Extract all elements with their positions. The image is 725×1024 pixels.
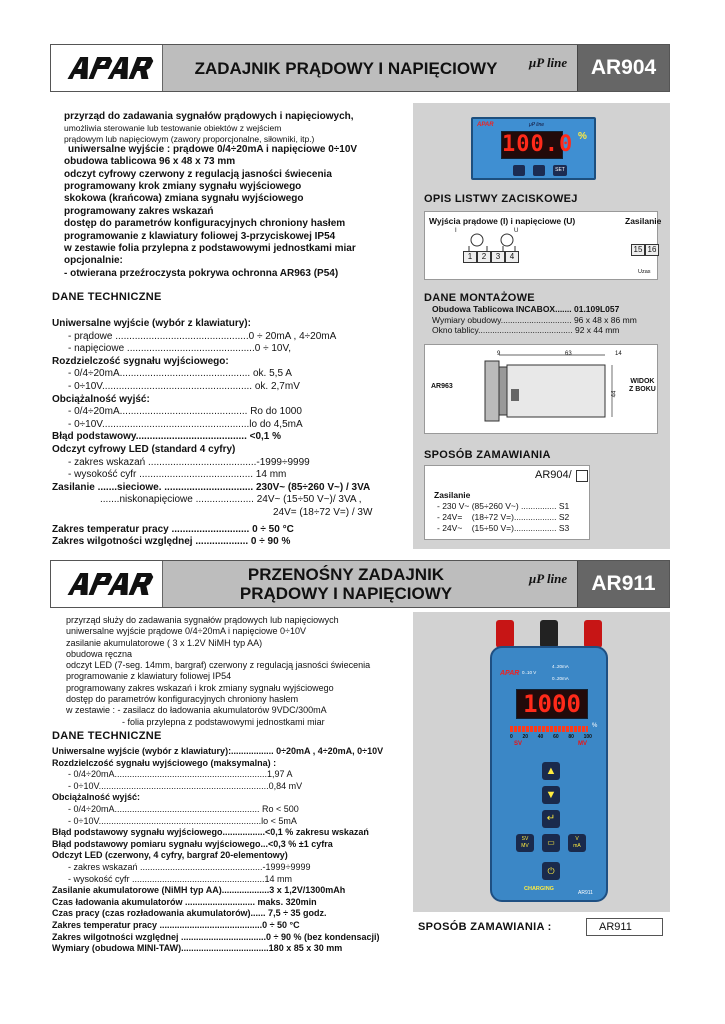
- ar904-intro-lead: przyrząd do zadawania sygnałów prądowych i napięciowych,: [64, 111, 354, 122]
- feature-item: opcjonalnie:: [64, 255, 123, 267]
- order-option: - 230 V~ (85÷260 V~) ............... S1: [437, 501, 570, 511]
- ar911-display: 1000: [516, 689, 588, 719]
- tech-row: - 0/4÷20mA............................................... ok. 5,5 A: [68, 368, 292, 380]
- terminal-number: 4: [505, 251, 519, 263]
- apar-logo: [51, 45, 163, 91]
- tech-row: Wymiary (obudowa MINI-TAW)...................................180 x 85 x 30 mm: [52, 943, 343, 954]
- tech-row: - 0÷10V...................................................... ok. 2,7mV: [68, 380, 300, 392]
- terminal-number: 1: [463, 251, 477, 263]
- led-indicator-label: 4..20mA: [552, 664, 569, 669]
- tech-row: Zakres temperatur pracy .........................................0 ÷ 50 °C: [52, 919, 300, 930]
- ar904-order-heading: SPOSÓB ZAMAWIANIA: [424, 449, 551, 461]
- ar911-device-body: [490, 646, 608, 902]
- ar904-order-options: [437, 501, 569, 533]
- feature-item: w zestawie folia przylepna z podstawowymi jednostkami miar: [64, 243, 356, 255]
- terminals-heading: OPIS LISTWY ZACISKOWEJ: [424, 193, 578, 205]
- bargraph-tick: 40: [537, 734, 544, 740]
- black-test-lead-icon: [540, 620, 558, 648]
- terminal-strip: [463, 251, 519, 263]
- ar911-title-line-2: PRĄDOWY I NAPIĘCIOWY: [239, 584, 453, 603]
- tech-row: Zasilanie akumulatorowe (NiMH typ AA)...................3 x 1,2V/1300mAh: [52, 885, 346, 896]
- sv-indicator-label: SV: [514, 741, 523, 747]
- tech-row: - wysokość cyfr .....................................................14 mm: [68, 873, 293, 884]
- order-power-label: Zasilanie: [434, 490, 471, 500]
- intro-line: obudowa ręczna: [66, 648, 133, 659]
- intro-line: odczyt LED (7-seg. 14mm, bargraf) czerwony z regulacją jasności świecenia: [66, 660, 371, 671]
- feature-item: programowanie z klawiatury foliowej 3-przyciskowej IP54: [64, 230, 336, 242]
- intro-line: programowanie z klawiatury foliowej IP54: [66, 671, 232, 682]
- power-terminal-number: 16: [645, 244, 659, 256]
- tech-row: Błąd podstawowy pomiaru sygnału wyjściowego...<0,3 % ±1 cyfra: [52, 838, 333, 849]
- mount-dimensions: [425, 345, 659, 435]
- ar911-title: [166, 561, 526, 607]
- tech-row: - wysokość cyfr ......................................... 14 mm: [68, 469, 287, 481]
- ar911-intro: [66, 615, 406, 728]
- intro-line: zasilanie akumulatorowe ( 3 x 1.2V NiMH typ AA): [66, 637, 263, 648]
- ar904-header: [50, 44, 670, 92]
- device-model-label: AR911: [578, 890, 593, 896]
- tech-row: - zakres wskazań .......................................-1999÷9999: [68, 456, 310, 468]
- tech-row: 24V= (18÷72 V=) / 3W: [273, 506, 373, 518]
- tech-row: Rozdzielczość sygnału wyjściowego (maksymalna) :: [52, 757, 277, 768]
- side-view-label: WIDOK Z BOKU: [629, 378, 656, 393]
- up-line-label: μP line: [529, 571, 568, 586]
- ar904-tech-heading: DANE TECHNICZNE: [52, 291, 162, 303]
- device-line-label: μP line: [529, 122, 545, 128]
- bargraph-tick: 0: [510, 734, 513, 740]
- device-percent-label: %: [578, 131, 587, 142]
- ar904-title: ZADAJNIK PRĄDOWY I NAPIĘCIOWY: [194, 58, 498, 78]
- intro-line: dostęp do parametrów konfiguracyjnych chroniony hasłem: [66, 694, 299, 705]
- up-button[interactable]: ▲: [542, 762, 560, 780]
- tech-row: Błąd podstawowy........................................ <0,1 %: [52, 431, 282, 443]
- ar904-device-image: [471, 117, 596, 180]
- ar904-feature-list: [64, 144, 404, 280]
- tech-row: - prądowe ................................................0 ÷ 20mA , 4÷20mA: [68, 330, 337, 342]
- feature-item: odczyt cyfrowy czerwony z regulacją jasności świecenia: [64, 168, 332, 180]
- ar904-intro-line: prądowym lub napięciowym (zawory proporcjonalne, siłowniki, itp.): [64, 133, 315, 144]
- mount-drawing: [424, 344, 658, 434]
- down-button[interactable]: [513, 165, 525, 176]
- red-test-lead-icon: [496, 620, 514, 648]
- tech-row: Zakres temperatur pracy ............................ 0 ÷ 50 °C: [52, 523, 294, 535]
- intro-line: - folia przylepna z podstawowymi jednostkami miar: [122, 716, 325, 727]
- bargraph-tick: 60: [553, 734, 559, 740]
- apar-logo: [51, 561, 163, 607]
- terminals-power-label: Zasilanie: [625, 216, 662, 226]
- ar904-order-code: AR904/: [535, 469, 572, 481]
- ar904-code: AR904: [577, 45, 669, 91]
- ar911-tech-list: [52, 746, 412, 955]
- set-button[interactable]: SET: [553, 165, 567, 176]
- ar904-tech-list: [52, 318, 412, 549]
- terminals-outputs-label: Wyjścia prądowe (I) i napięciowe (U): [429, 216, 576, 226]
- mount-data-list: [432, 304, 672, 336]
- enter-button[interactable]: ↵: [542, 810, 560, 828]
- tech-row: - 0/4÷20mA.............................................................1,97 A: [68, 769, 293, 780]
- feature-item: - otwierana przeźroczysta pokrywa ochronna AR963 (P54): [64, 267, 339, 279]
- power-terminal-strip: [631, 244, 659, 256]
- led-indicator-label: 0..20mA: [552, 676, 569, 681]
- terminal-number: 3: [491, 251, 505, 263]
- bargraph-tick: 100: [583, 734, 592, 740]
- ar904-intro: [64, 111, 404, 280]
- tech-row: Odczyt cyfrowy LED (standard 4 cyfry): [52, 443, 236, 455]
- device-brand-label: APAR: [500, 670, 520, 677]
- tech-row: Obciążalność wyjść:: [52, 792, 141, 803]
- up-button[interactable]: [533, 165, 545, 176]
- mount-cover-label: AR963: [431, 383, 453, 390]
- order-option: - 24V= (18÷72 V=).................. S2: [437, 511, 570, 522]
- terminal-number: 2: [477, 251, 491, 263]
- up-line-label: μP line: [529, 55, 568, 70]
- bargraph: [510, 726, 588, 732]
- terminal-u-label: U: [514, 228, 519, 234]
- apar-logo-graphic: [59, 569, 155, 599]
- tech-row: - 0÷10V.....................................................lo do 4,5mA: [68, 418, 303, 430]
- tech-row: - 0/4÷20mA.......................................................... Ro < 500: [68, 803, 299, 814]
- feature-item: dostęp do parametrów konfiguracyjnych chroniony hasłem: [64, 218, 346, 230]
- feature-item: programowany krok zmiany sygnału wyjściowego: [64, 181, 302, 193]
- bargraph-scale: [510, 734, 592, 740]
- power-button[interactable]: ⏻: [542, 862, 560, 880]
- ar911-device-image: [488, 612, 610, 902]
- apar-logo-graphic: [59, 53, 155, 83]
- feature-item: obudowa tablicowa 96 x 48 x 73 mm: [64, 156, 236, 168]
- ar911-order-code: AR911: [586, 918, 663, 936]
- intro-line: w zestawie : - zasilacz do ładowania akumulatorów 9VDC/300mA: [66, 705, 327, 716]
- terminal-i-label: I: [455, 228, 457, 234]
- terminals-diagram: [424, 211, 662, 280]
- tech-row: Uniwersalne wyjście (wybór z klawiatury):: [52, 318, 251, 329]
- ar904-order-box: [424, 465, 590, 540]
- ar911-tech-heading: DANE TECHNICZNE: [52, 730, 162, 742]
- ar904-display: 100.0: [502, 132, 574, 157]
- bargraph-tick: 20: [522, 734, 529, 740]
- tech-row: Uniwersalne wyjście (wybór z klawiatury):................. 0÷20mA , 4÷20mA, 0÷10V: [52, 746, 384, 756]
- tech-row: Zakres wilgotności względnej ..................................0 ÷ 90 % (bez kondensacji): [52, 931, 380, 942]
- feature-item: skokowa (krańcowa) zmiana sygnału wyjściowego: [64, 193, 304, 205]
- intro-line: programowany zakres wskazań i krok zmiany sygnału wyjściowego: [66, 682, 334, 693]
- dimension-label: 63: [565, 351, 572, 357]
- sv-mv-button[interactable]: SV MV: [516, 834, 534, 852]
- bargraph-tick: 80: [568, 734, 574, 740]
- mount-row: Okno tablicy........................................ 92 x 44 mm: [432, 325, 620, 335]
- charging-label: CHARGING: [524, 886, 554, 892]
- led-indicator-label: 0..10 V: [522, 670, 537, 675]
- feature-item: programowany zakres wskazań: [64, 205, 214, 217]
- tech-row: Czas pracy (czas rozładowania akumulatorów)...... 7,5 ÷ 35 godz.: [52, 908, 327, 919]
- ar911-title-line-1: PRZENOŚNY ZADAJNIK: [247, 565, 445, 584]
- mv-indicator-label: MV: [578, 741, 587, 747]
- tech-row: Czas ładowania akumulatorów ............................ maks. 320min: [52, 896, 317, 907]
- tech-row: Odczyt LED (czerwony, 4 cyfry, bargraf 20-elementowy): [52, 850, 288, 861]
- tech-row: .......niskonapięciowe ..................... 24V~ (15÷50 V~)/ 3VA ,: [100, 494, 362, 506]
- mount-row: Obudowa Tablicowa INCABOX....... 01.109L057: [432, 304, 620, 314]
- ar911-code: AR911: [577, 561, 669, 607]
- battery-button[interactable]: ▭: [542, 834, 560, 852]
- mount-row: Wymiary obudowy.............................. 96 x 48 x 86 mm: [432, 314, 637, 325]
- order-option: - 24V~ (15÷50 V=).................. S3: [437, 522, 570, 533]
- tech-row: Rozdzielczość sygnału wyjściowego:: [52, 355, 229, 367]
- v-ma-button[interactable]: V mA: [568, 834, 586, 852]
- tech-row: Zakres wilgotności względnej ................... 0 ÷ 90 %: [52, 536, 291, 548]
- tech-row: - 0÷10V....................................................................0,84 mV: [68, 780, 303, 791]
- tech-row: Zasilanie .......sieciowe. ................................ 230V~ (85÷260 V~) / 3VA: [52, 481, 371, 493]
- power-terminal-label: Uzas: [638, 269, 651, 275]
- power-terminal-number: 15: [631, 244, 645, 256]
- ar904-intro-line: umożliwia sterowanie lub testowanie obiektów z wejściem: [64, 123, 282, 134]
- ar911-header: [50, 560, 670, 608]
- device-brand-label: APAR: [477, 122, 494, 128]
- dimension-label: 14: [615, 351, 622, 357]
- tech-row: - napięciowe ..............................................0 ÷ 10V,: [68, 343, 291, 355]
- tech-row: Obciążalność wyjść:: [52, 393, 150, 405]
- down-button[interactable]: ▼: [542, 786, 560, 804]
- intro-line: przyrząd służy do zadawania sygnałów prądowych lub napięciowych: [66, 615, 339, 625]
- tech-row: - zakres wskazań .................................................-1999÷9999: [68, 861, 311, 872]
- tech-row: - 0÷10V.................................................................lo < 5mA: [68, 815, 297, 826]
- dimension-label: 44: [611, 390, 618, 398]
- ar911-order-heading: SPOSÓB ZAMAWIANIA :: [418, 921, 552, 933]
- tech-row: Błąd podstawowy sygnału wyjściowego.................<0,1 % zakresu wskazań: [52, 827, 369, 838]
- tech-row: - 0/4÷20mA.............................................. Ro do 1000: [68, 406, 302, 418]
- bargraph-unit: %: [592, 723, 598, 729]
- red-test-lead-icon: [584, 620, 602, 648]
- mount-heading: DANE MONTAŻOWE: [424, 292, 535, 304]
- ar904-order-code-box: [576, 470, 588, 482]
- feature-item: uniwersalne wyjście : prądowe 0/4÷20mA i napięciowe 0÷10V: [68, 143, 358, 155]
- dimension-label: 9: [497, 351, 501, 357]
- intro-line: uniwersalne wyjście prądowe 0/4÷20mA i napięciowe 0÷10V: [66, 626, 307, 637]
